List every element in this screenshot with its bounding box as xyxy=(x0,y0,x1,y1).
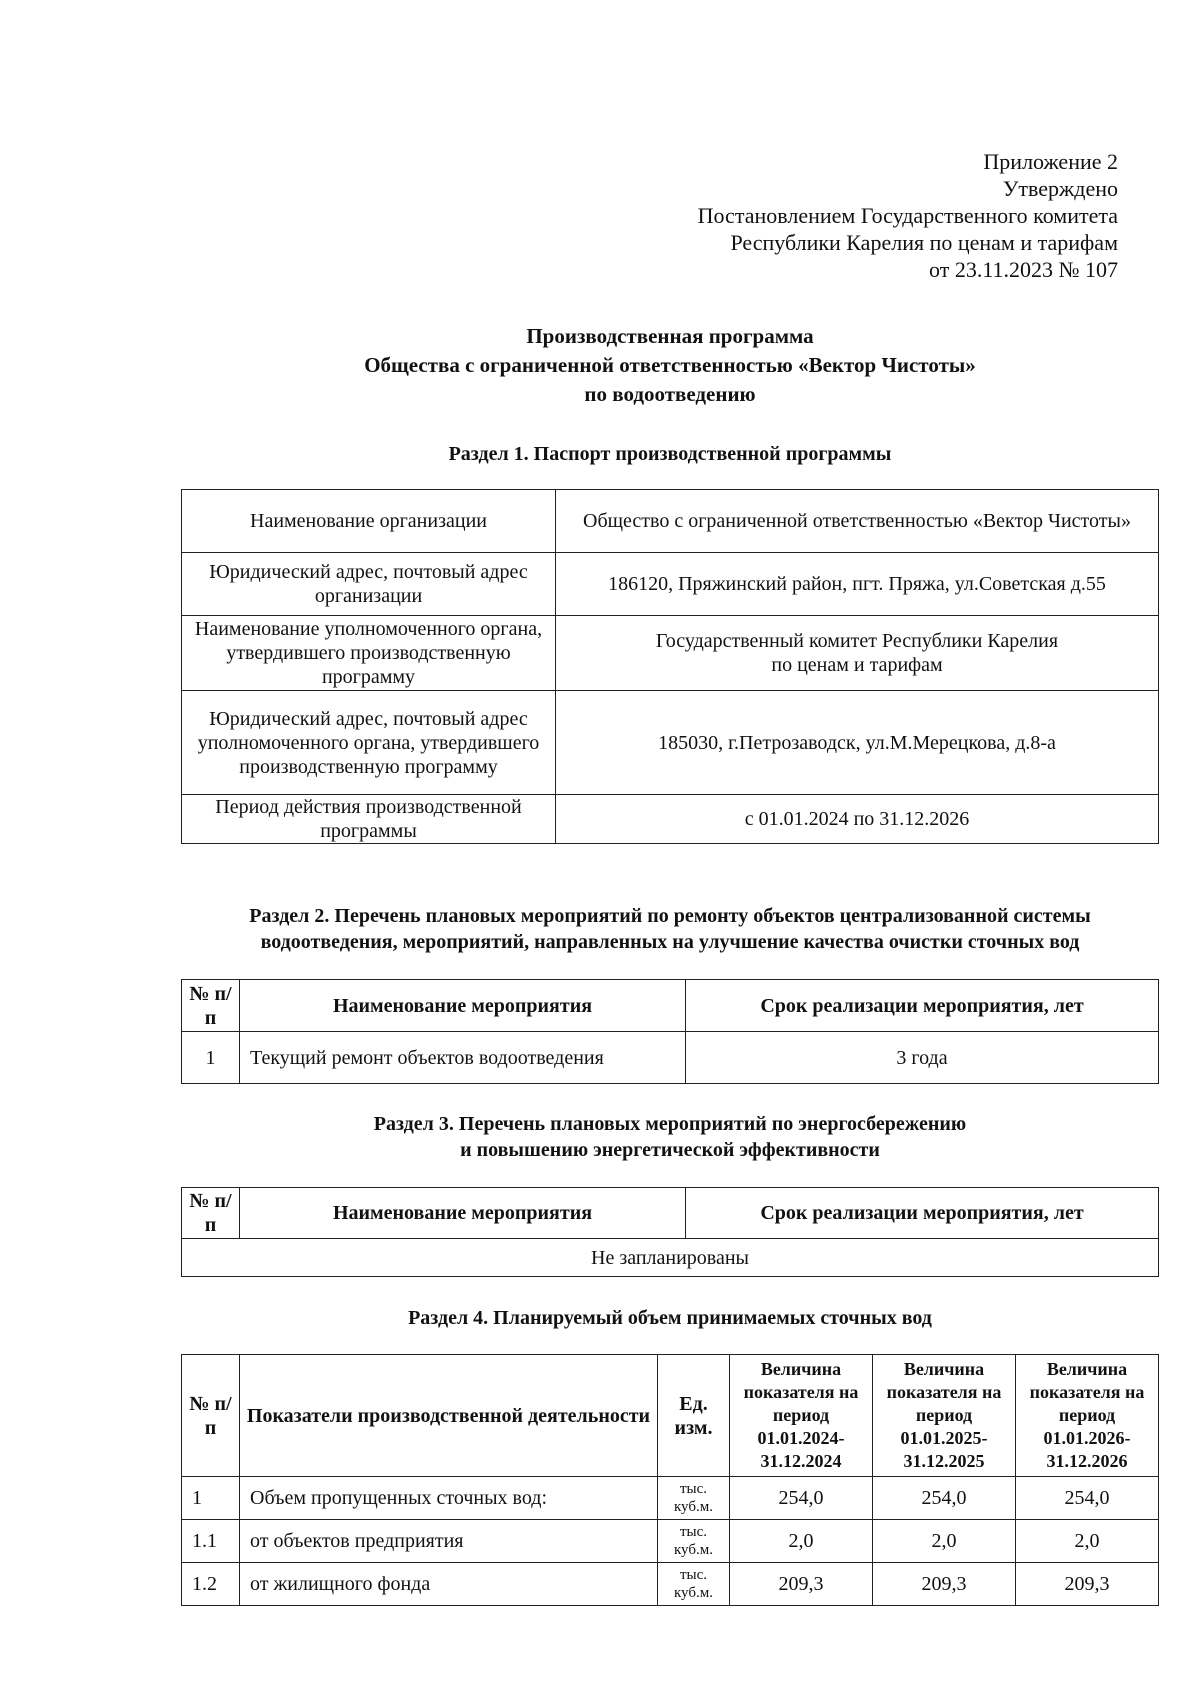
table-row xyxy=(182,1032,1159,1084)
cell-unit: тыс. куб.м. xyxy=(658,1520,730,1563)
approval-appendix: Приложение 2 xyxy=(983,149,1118,174)
table-header-row xyxy=(182,980,1159,1032)
table-row xyxy=(182,1477,1159,1520)
table-row xyxy=(182,1239,1159,1277)
wastewater-volume-table xyxy=(181,1354,1159,1606)
table-row xyxy=(182,1563,1159,1606)
col-header-period-2026: Величина показателя на период 01.01.2026-31.12.2026 xyxy=(1016,1355,1159,1477)
doc-title-line3: по водоотведению xyxy=(584,382,756,406)
passport-value-line1: Государственный комитет Республики Карелия xyxy=(655,630,1059,652)
cell-num: 1.2 xyxy=(182,1563,240,1606)
passport-table xyxy=(181,489,1159,844)
col-header-period-2024: Величина показателя на период 01.01.2024-31.12.2024 xyxy=(730,1355,873,1477)
cell-value: 254,0 xyxy=(1016,1477,1159,1520)
cell-value: 209,3 xyxy=(873,1563,1016,1606)
cell-indicator: от объектов предприятия xyxy=(240,1520,658,1563)
table-header-row xyxy=(182,1188,1159,1239)
cell-num: 1 xyxy=(182,1032,240,1084)
table-row xyxy=(182,795,1159,844)
table-row xyxy=(182,1520,1159,1563)
approval-approved: Утверждено xyxy=(1002,176,1118,201)
passport-label: Наименование уполномоченного органа, утвердившего производственную программу xyxy=(182,616,556,691)
section2-heading-line1: Раздел 2. Перечень плановых мероприятий по ремонту объектов централизованной системы xyxy=(249,905,1091,927)
table-row xyxy=(182,490,1159,553)
col-header-num: № п/п xyxy=(182,1355,240,1477)
col-header-num: № п/п xyxy=(182,980,240,1032)
cell-term: 3 года xyxy=(686,1032,1159,1084)
passport-value-line2: по ценам и тарифам xyxy=(771,654,943,676)
cell-value: 2,0 xyxy=(1016,1520,1159,1563)
cell-value: 254,0 xyxy=(730,1477,873,1520)
approval-resolution: Постановлением Государственного комитета xyxy=(697,203,1118,228)
cell-value: 2,0 xyxy=(730,1520,873,1563)
col-header-term: Срок реализации мероприятия, лет xyxy=(686,980,1159,1032)
section3-heading-line1: Раздел 3. Перечень плановых мероприятий по энергосбережению xyxy=(373,1113,967,1135)
passport-value: 185030, г.Петрозаводск, ул.М.Мерецкова, д.8-а xyxy=(556,691,1159,795)
repair-measures-table xyxy=(181,979,1159,1084)
passport-value xyxy=(556,616,1159,691)
section4-heading: Раздел 4. Планируемый объем принимаемых сточных вод xyxy=(408,1307,932,1329)
table-header-row xyxy=(182,1355,1159,1477)
cell-value: 209,3 xyxy=(730,1563,873,1606)
empty-note: Не запланированы xyxy=(182,1239,1159,1277)
cell-name: Текущий ремонт объектов водоотведения xyxy=(240,1032,686,1084)
passport-label: Юридический адрес, почтовый адрес организации xyxy=(182,553,556,616)
energy-measures-table xyxy=(181,1187,1159,1277)
table-row xyxy=(182,553,1159,616)
doc-title-line1: Производственная программа xyxy=(526,324,814,348)
cell-num: 1.1 xyxy=(182,1520,240,1563)
section3-heading-line2: и повышению энергетической эффективности xyxy=(460,1139,880,1161)
cell-value: 209,3 xyxy=(1016,1563,1159,1606)
cell-value: 254,0 xyxy=(873,1477,1016,1520)
passport-value: Общество с ограниченной ответственностью «Вектор Чистоты» xyxy=(556,490,1159,553)
col-header-name: Наименование мероприятия xyxy=(240,1188,686,1239)
passport-value: с 01.01.2024 по 31.12.2026 xyxy=(556,795,1159,844)
col-header-unit: Ед. изм. xyxy=(658,1355,730,1477)
cell-value: 2,0 xyxy=(873,1520,1016,1563)
cell-unit: тыс. куб.м. xyxy=(658,1477,730,1520)
table-row xyxy=(182,616,1159,691)
table-row xyxy=(182,691,1159,795)
passport-label: Период действия производственной программы xyxy=(182,795,556,844)
col-header-period-2025: Величина показателя на период 01.01.2025-31.12.2025 xyxy=(873,1355,1016,1477)
passport-label: Наименование организации xyxy=(182,490,556,553)
approval-date: от 23.11.2023 № 107 xyxy=(929,257,1118,282)
col-header-num: № п/п xyxy=(182,1188,240,1239)
approval-committee: Республики Карелия по ценам и тарифам xyxy=(730,230,1118,255)
passport-label: Юридический адрес, почтовый адрес уполномоченного органа, утвердившего производственную программу xyxy=(182,691,556,795)
col-header-term: Срок реализации мероприятия, лет xyxy=(686,1188,1159,1239)
col-header-name: Наименование мероприятия xyxy=(240,980,686,1032)
approval-block xyxy=(698,148,1118,283)
cell-unit: тыс. куб.м. xyxy=(658,1563,730,1606)
col-header-indicator: Показатели производственной деятельности xyxy=(240,1355,658,1477)
cell-indicator: Объем пропущенных сточных вод: xyxy=(240,1477,658,1520)
doc-title-line2: Общества с ограниченной ответственностью «Вектор Чистоты» xyxy=(364,353,976,377)
section2-heading-line2: водоотведения, мероприятий, направленных на улучшение качества очистки сточных вод xyxy=(260,931,1080,953)
passport-value: 186120, Пряжинский район, пгт. Пряжа, ул.Советская д.55 xyxy=(556,553,1159,616)
cell-indicator: от жилищного фонда xyxy=(240,1563,658,1606)
cell-num: 1 xyxy=(182,1477,240,1520)
section1-heading: Раздел 1. Паспорт производственной программы xyxy=(448,443,892,465)
